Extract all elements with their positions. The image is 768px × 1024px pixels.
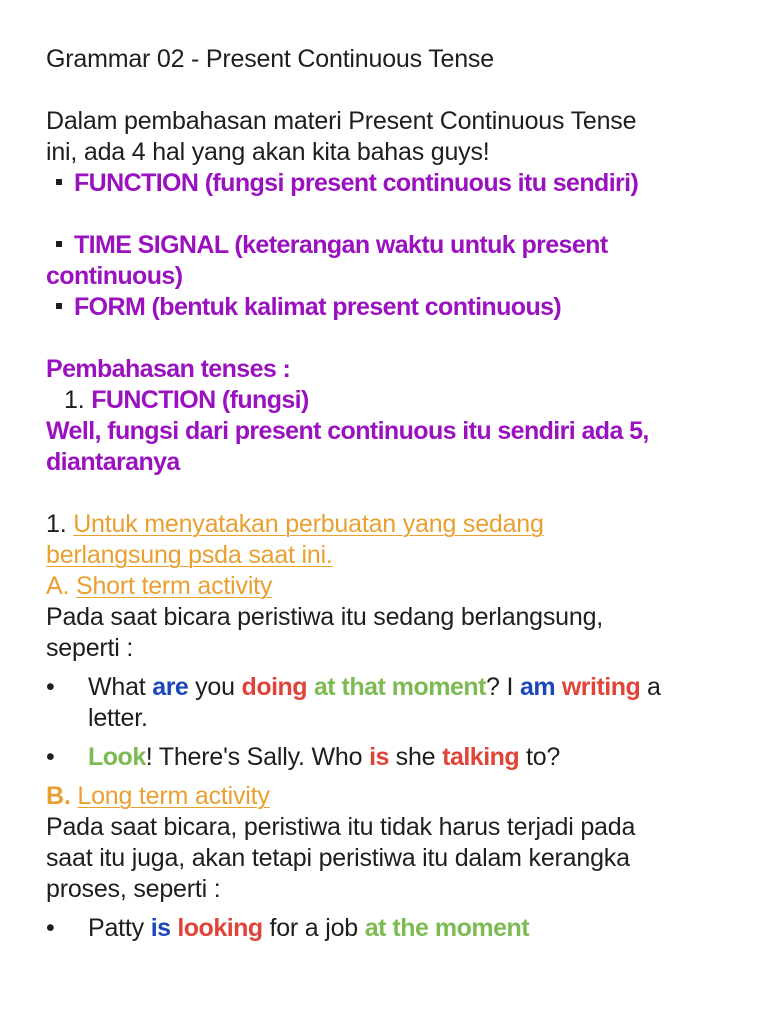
section-a-desc-2: seperti : — [46, 634, 134, 662]
example-line-cont: letter. — [88, 704, 148, 732]
auxiliary-verb: is — [150, 914, 171, 942]
square-bullet-icon — [56, 179, 62, 185]
square-bullet-icon — [56, 241, 62, 247]
example-line — [88, 672, 736, 703]
example-item — [46, 742, 736, 773]
function-title-line-2: berlangsung psda saat ini. — [46, 541, 333, 569]
function-1-title-cont — [46, 540, 736, 571]
discussion-summary-line-2: diantaranya — [46, 448, 180, 476]
section-letter: B. — [46, 782, 71, 810]
document-title: Grammar 02 - Present Continuous Tense — [46, 45, 494, 73]
bullet-dot-icon: • — [46, 914, 55, 942]
discussion-item-function — [46, 385, 736, 416]
topic-label: FORM (bentuk kalimat present continuous) — [74, 293, 562, 321]
auxiliary-verb: are — [152, 673, 189, 701]
text: ? I — [486, 673, 520, 701]
section-title: Long term activity — [77, 782, 270, 810]
topic-item-form — [46, 292, 736, 323]
discussion-summary-line-1: Well, fungsi dari present continuous itu sendiri ada 5, — [46, 417, 649, 445]
section-a-heading — [46, 571, 736, 602]
section-letter: A. — [46, 572, 70, 600]
function-title-line-1: Untuk menyatakan perbuatan yang sedang — [73, 510, 544, 538]
time-signal: at the moment — [364, 914, 530, 942]
text: a — [640, 673, 661, 701]
intro-line-2: ini, ada 4 hal yang akan kita bahas guys! — [46, 138, 490, 166]
topic-label-continued: continuous) — [46, 262, 183, 290]
discussion-heading: Pembahasan tenses : — [46, 355, 291, 383]
text — [555, 673, 562, 701]
spacer — [46, 323, 736, 354]
section-b-desc-1: Pada saat bicara, peristiwa itu tidak harus terjadi pada — [46, 813, 636, 841]
bullet-dot-icon: • — [46, 743, 55, 771]
spacer — [46, 75, 736, 106]
time-signal: Look — [88, 743, 146, 771]
verb-ing: doing — [241, 673, 308, 701]
text: you — [188, 673, 242, 701]
topic-label: TIME SIGNAL (keterangan waktu untuk present — [74, 231, 608, 259]
verb-ing: writing — [561, 673, 641, 701]
square-bullet-icon — [56, 303, 62, 309]
function-number: 1. — [46, 510, 67, 538]
intro-line-1: Dalam pembahasan materi Present Continuous Tense — [46, 107, 637, 135]
item-number: 1. — [64, 386, 85, 414]
time-signal: at that moment — [313, 673, 487, 701]
spacer — [46, 478, 736, 509]
text: to? — [519, 743, 561, 771]
section-title: Short term activity — [75, 572, 273, 600]
text: for a job — [262, 914, 365, 942]
text — [307, 673, 314, 701]
item-label: FUNCTION (fungsi) — [91, 386, 309, 414]
section-b-desc-2: saat itu juga, akan tetapi peristiwa itu dalam kerangka — [46, 844, 630, 872]
function-1-title — [46, 509, 736, 540]
auxiliary-verb: is — [369, 743, 389, 771]
bullet-dot-icon: • — [46, 673, 55, 701]
example-line — [88, 913, 736, 944]
text: Patty — [88, 914, 151, 942]
example-line — [88, 742, 736, 773]
text: she — [388, 743, 443, 771]
topic-label: FUNCTION (fungsi present continuous itu sendiri) — [74, 169, 639, 197]
verb-ing: looking — [177, 914, 263, 942]
verb-ing: talking — [442, 743, 520, 771]
section-a-desc-1: Pada saat bicara peristiwa itu sedang berlangsung, — [46, 603, 604, 631]
section-b-desc-3: proses, seperti : — [46, 875, 221, 903]
document-page — [46, 44, 736, 944]
example-item — [46, 672, 736, 734]
text: ! There's Sally. Who — [145, 743, 370, 771]
topic-item-function — [46, 168, 736, 199]
example-item — [46, 913, 736, 944]
topic-item-time-signal — [46, 230, 736, 261]
auxiliary-verb: am — [519, 673, 556, 701]
text: What — [88, 673, 153, 701]
section-b-heading — [46, 781, 736, 812]
spacer — [46, 199, 736, 230]
